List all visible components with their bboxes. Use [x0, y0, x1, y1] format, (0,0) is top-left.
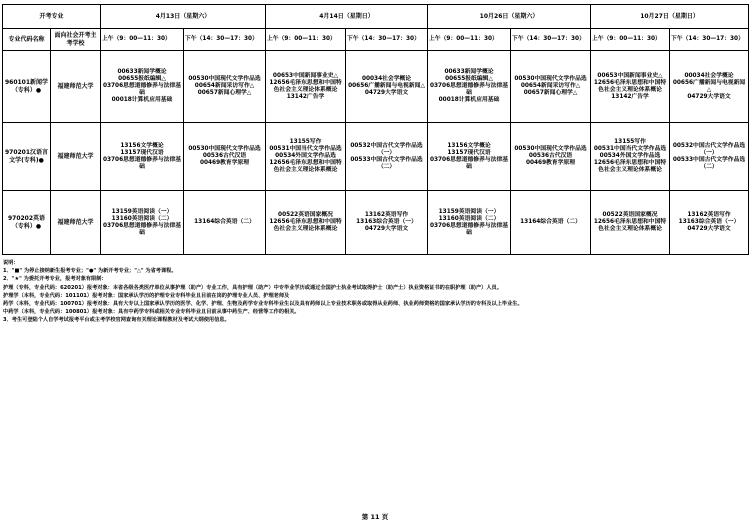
course-cell: 00530中国现代文学作品选 00654新闻采访写作△ 00657新闻心理学△: [184, 51, 266, 123]
exam-schedule-table: [2, 4, 749, 255]
course-cell: 00530中国现代文学作品选 00536古代汉语 00469教育学原理: [184, 123, 266, 191]
major-code-name: 960101新闻学（专科）●: [3, 51, 51, 123]
course-cell: 13164综合英语（二）: [511, 191, 591, 255]
table-row: [3, 123, 749, 191]
note-line: 说明：: [3, 260, 19, 266]
major-header: 开考专业: [3, 5, 101, 29]
course-cell: 00653中国新闻事业史△ 12656毛泽东思想和中国特色社会主义理论体系概论 13142广告学: [591, 51, 670, 123]
note-line: 中药学（本科，专业代码：100801）报考对象：具有中药学专科或相关专业专科毕业且目前从事中药生产、经营等工作的相关。: [3, 309, 300, 316]
major-code-name: 970201汉语言文学(专科)●: [3, 123, 51, 191]
date-apr14: 4月14日（星期日）: [266, 5, 428, 29]
course-cell: 00034社会学概论 00656广播新闻与电视新闻△ 04729大学语文: [346, 51, 428, 123]
course-cell: 00633新闻学概论 00655报纸编辑△ 03706思想道德修养与法律基础 00018计算机应用基础: [428, 51, 511, 123]
table-row: [3, 191, 749, 255]
institution-name: 福建师范大学: [51, 51, 101, 123]
course-cell: 00633新闻学概论 00655报纸编辑△ 03706思想道德修养与法律基础 00018计算机应用基础: [101, 51, 184, 123]
slot-pm: 下午（14：30—17：30）: [346, 29, 428, 51]
slot-pm: 下午（14：30—17：30）: [184, 29, 266, 51]
note-line: 药学（本科，专业代码：100701）报考对象：具有大专以上国家承认学历的医学、化学、护理、生物及药学专业专科毕业生以及具有药师以上专业技术职务或取得从业药师、执业药师资格的国家承认学历的专科及以上毕业生。: [3, 301, 523, 308]
course-cell: 13156文学概论 13157现代汉语 03706思想道德修养与法律基础: [428, 123, 511, 191]
course-cell: 13159英语阅读（一） 13160英语阅读（二） 03706思想道德修养与法律基础: [101, 191, 184, 255]
course-cell: 00653中国新闻事业史△ 12656毛泽东思想和中国特色社会主义理论体系概论 13142广告学: [266, 51, 346, 123]
date-oct27: 10月27日（星期日）: [591, 5, 749, 29]
slot-am: 上午（9：00—11：30）: [266, 29, 346, 51]
course-cell: 13162英语写作 13163综合英语（一） 04729大学语文: [346, 191, 428, 255]
course-cell: 13155写作 00531中国当代文学作品选 00534外国文学作品选 12656毛泽东思想和中国特色社会主义理论体系概论: [266, 123, 346, 191]
code-name-header: 专业代码名称: [3, 29, 51, 51]
course-cell: 00532中国古代文学作品选（一） 00533中国古代文学作品选（二）: [670, 123, 749, 191]
institution-name: 福建师范大学: [51, 123, 101, 191]
page-number: 第 11 页: [361, 513, 389, 521]
course-cell: 13162英语写作 13163综合英语（一） 04729大学语文: [670, 191, 749, 255]
table-row: [3, 51, 749, 123]
slot-pm: 下午（14：30—17：30）: [670, 29, 749, 51]
course-cell: 00530中国现代文学作品选 00654新闻采访写作△ 00657新闻心理学△: [511, 51, 591, 123]
slot-am: 上午（9：00—11：30）: [428, 29, 511, 51]
institution-name: 福建师范大学: [51, 191, 101, 255]
slot-am: 上午（9：00—11：30）: [101, 29, 184, 51]
note-line: 1．"■" 为停止接纳新生报考专业；"●" 为新开考专业；"△" 为省考课程。: [3, 268, 177, 275]
course-cell: 13164综合英语（二）: [184, 191, 266, 255]
institution-header: 面向社会开考主考学校: [51, 29, 101, 51]
course-cell: 00034社会学概论 00656广播新闻与电视新闻△ 04729大学语文: [670, 51, 749, 123]
slot-pm: 下午（14：30—17：30）: [511, 29, 591, 51]
date-apr13: 4月13日（星期六）: [101, 5, 266, 29]
course-cell: 00532中国古代文学作品选（一） 00533中国古代文学作品选（二）: [346, 123, 428, 191]
course-cell: 13155写作 00531中国当代文学作品选 00534外国文学作品选 12656毛泽东思想和中国特色社会主义理论体系概论: [591, 123, 670, 191]
course-cell: 00522英语国家概况 12656毛泽东思想和中国特色社会主义理论体系概论: [591, 191, 670, 255]
notes-section: [3, 259, 747, 325]
date-oct26: 10月26日（星期六）: [428, 5, 591, 29]
note-line: 护理学（本科，专业代码：101101）报考对象：国家承认学历的护理专业专科毕业且目前在岗的护理专业人员、护理老师及: [3, 292, 290, 299]
major-code-name: 970202英语（专科）●: [3, 191, 51, 255]
course-cell: 13156文学概论 13157现代汉语 03706思想道德修养与法律基础: [101, 123, 184, 191]
date-header-row: [3, 5, 749, 29]
course-cell: 00530中国现代文学作品选 00536古代汉语 00469教育学原理: [511, 123, 591, 191]
slot-header-row: [3, 29, 749, 51]
note-line: 3．考生可登陆个人自学考试报考平台或主考学校官网查询有关理论课程教材及考试大纲使用信息。: [3, 317, 230, 324]
course-cell: 13159英语阅读（一） 13160英语阅读（二） 03706思想道德修养与法律基础: [428, 191, 511, 255]
slot-am: 上午（9：00—11：30）: [591, 29, 670, 51]
note-line: 2．"★" 为委托开考专业，报考对象有限制：: [3, 276, 107, 283]
course-cell: 00522英语国家概况 12656毛泽东思想和中国特色社会主义理论体系概论: [266, 191, 346, 255]
note-line: 护理（专科，专业代码：620201）报考对象：本省各级各类医疗单位从事护理（助产）专业工作，具有护理（助产）中专毕业学历或通过全国护士执业考试取得护士（助产士）执业资格证书的在职护理（助产）人员。: [3, 284, 502, 291]
